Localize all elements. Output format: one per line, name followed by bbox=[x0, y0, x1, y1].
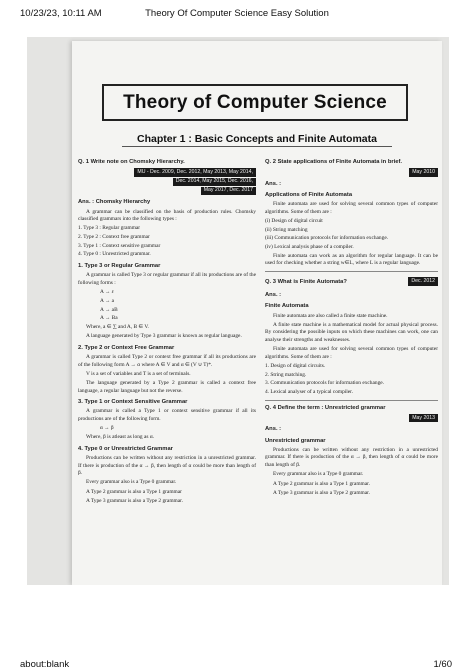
left-column bbox=[78, 155, 256, 507]
list-item: 3. Communication protocols for information exchange. bbox=[265, 380, 385, 387]
print-page-count: 1/60 bbox=[433, 659, 452, 670]
production-rule: A → ε bbox=[100, 289, 114, 296]
print-url: about:blank bbox=[20, 659, 70, 670]
paragraph: Finite automata are also called a finite state machine. bbox=[273, 312, 388, 319]
right-column bbox=[265, 155, 438, 499]
paragraph: A Type 3 grammar is also a Type 2 grammar. bbox=[273, 489, 370, 496]
section-heading: 3. Type 1 or Context Sensitive Grammar bbox=[78, 399, 188, 406]
print-datetime: 10/23/23, 10:11 AM bbox=[20, 8, 102, 19]
exam-badges bbox=[265, 168, 438, 176]
list-item: (ii) String matching bbox=[265, 226, 308, 233]
section-heading: Unrestricted grammar bbox=[265, 437, 326, 444]
list-item: 2. Type 2 : Context free grammar bbox=[78, 234, 150, 241]
list-item: 1. Type 3 : Regular grammar bbox=[78, 225, 141, 232]
exam-badge: May 2013 bbox=[409, 414, 438, 422]
question-2: Q. 2 State applications of Finite Automata in brief. bbox=[265, 159, 402, 165]
exam-badge: MU - Dec. 2009, Dec. 2012, May 2013, May 2014, bbox=[134, 168, 256, 176]
exam-badges bbox=[265, 414, 438, 422]
list-item: 1. Design of digital circuits. bbox=[265, 363, 326, 370]
production-rule: A → Ba bbox=[100, 315, 118, 322]
section-heading: Finite Automata bbox=[265, 303, 309, 310]
book-title: Theory of Computer Science bbox=[123, 91, 387, 113]
section-heading: Applications of Finite Automata bbox=[265, 191, 353, 198]
production-rule: A → a bbox=[100, 297, 115, 304]
print-page-title: Theory Of Computer Science Easy Solution bbox=[145, 8, 329, 19]
answer-heading: Ans. : bbox=[265, 180, 282, 187]
paragraph: The language generated by a Type 2 grammar is called a context free language, a regular language but not the reverse. bbox=[78, 379, 256, 394]
scanned-page-photo bbox=[27, 37, 449, 585]
answer-heading: Ans. : bbox=[265, 426, 282, 433]
production-rule: α → β bbox=[100, 425, 114, 432]
list-item: 2. String matching. bbox=[265, 371, 307, 378]
divider bbox=[265, 271, 438, 272]
paragraph: Where, a ∈ ∑ and A, B ∈ V. bbox=[86, 323, 149, 330]
paragraph: A Type 3 grammar is also a Type 2 grammar. bbox=[86, 497, 183, 504]
paragraph: Productions can be written without any restriction in a unrestricted grammar. If there is production of the α → β, then length of α could be more than length of β. bbox=[78, 454, 256, 477]
list-item: (iv) Lexical analysis phase of a compiler. bbox=[265, 243, 354, 250]
answer-heading: Ans. : Chomsky Hierarchy bbox=[78, 199, 151, 206]
exam-badge: May 2010 bbox=[409, 168, 438, 176]
paragraph: A grammar is called a Type 1 or context sensitive grammar if all its productions are of the following form. bbox=[78, 408, 256, 423]
paragraph: A grammar is called Type 3 or regular grammar if all its productions are of the following forms : bbox=[78, 272, 256, 286]
paragraph: A Type 2 grammar is also a Type 1 grammar. bbox=[273, 480, 370, 487]
paragraph: A grammar can be classified on the basis of production rules. Chomsky classified grammars into the following types : bbox=[78, 208, 256, 223]
paragraph: Finite automata are used for solving several common types of computer algorithms. Some of them are : bbox=[265, 346, 438, 360]
paragraph: Productions can be written without any restriction in a unrestricted grammar. If there is production of the α → β, then length of α could be more than length of β. bbox=[265, 446, 438, 469]
paragraph: A Type 2 grammar is also a Type 1 grammar bbox=[86, 488, 182, 495]
paragraph: Finite automata are used for solving several common types of computer algorithms. Some of them are : bbox=[265, 201, 438, 215]
question-3-row bbox=[265, 275, 438, 288]
list-item: 4. Type 0 : Unrestricted grammar. bbox=[78, 251, 151, 258]
list-item: 3. Type 1 : Context sensitive grammar bbox=[78, 242, 161, 249]
list-item: (iii) Communication protocols for information exchange. bbox=[265, 235, 389, 242]
exam-badge: Dec. 2014, May 2015, Dec. 2016, bbox=[173, 178, 256, 186]
chapter-heading: Chapter 1 : Basic Concepts and Finite Automata bbox=[137, 133, 377, 145]
paragraph: A grammar is called Type 2 or context free grammar if all its productions are of the following form A → α where A ∈ V and α ∈ (V ∪ T)*. bbox=[78, 353, 256, 368]
book-title-box bbox=[102, 84, 408, 121]
paragraph: A finite state machine is a mathematical model for actual physical process. By considering the possible inputs on which these machines can work, one can analyse their strengths and weaknesses. bbox=[265, 321, 438, 344]
answer-heading: Ans. : bbox=[265, 292, 282, 299]
print-header bbox=[0, 8, 474, 22]
exam-badge: Dec. 2012 bbox=[408, 277, 438, 285]
paper-sheet bbox=[72, 41, 442, 585]
paragraph: Every grammar also is a Type 0 grammar. bbox=[86, 479, 177, 486]
list-item: 4. Lexical analyser of a typical compiler. bbox=[265, 389, 354, 396]
question-3: Q. 3 What is Finite Automata? bbox=[265, 278, 347, 285]
exam-badges bbox=[78, 168, 256, 195]
section-heading: 4. Type 0 or Unrestricted Grammar bbox=[78, 445, 173, 452]
chapter-divider bbox=[122, 146, 392, 147]
production-rule: A → aB bbox=[100, 306, 118, 313]
list-item: (i) Design of digital circuit bbox=[265, 217, 323, 224]
exam-badge: May 2017, Dec. 2017 bbox=[201, 187, 256, 195]
paragraph: Every grammar also is a Type 0 grammar. bbox=[273, 471, 364, 478]
question-4: Q. 4 Define the term : Unrestricted grammar bbox=[265, 404, 386, 411]
section-heading: 2. Type 2 or Context Free Grammar bbox=[78, 344, 175, 351]
section-heading: 1. Type 3 or Regular Grammar bbox=[78, 263, 161, 270]
paragraph: V is a set of variables and T is a set of terminals. bbox=[86, 370, 191, 377]
paragraph: Finite automata can work as an algorithm for regular language. It can be used for checking whether a string w∈L, where L is a regular language. bbox=[265, 252, 438, 267]
paragraph: A language generated by Type 3 grammar is known as regular language. bbox=[86, 333, 242, 340]
question-1: Q. 1 Write note on Chomsky Hierarchy. bbox=[78, 159, 185, 165]
paragraph: Where, β is atleast as long as α. bbox=[86, 434, 154, 440]
divider bbox=[265, 400, 438, 401]
